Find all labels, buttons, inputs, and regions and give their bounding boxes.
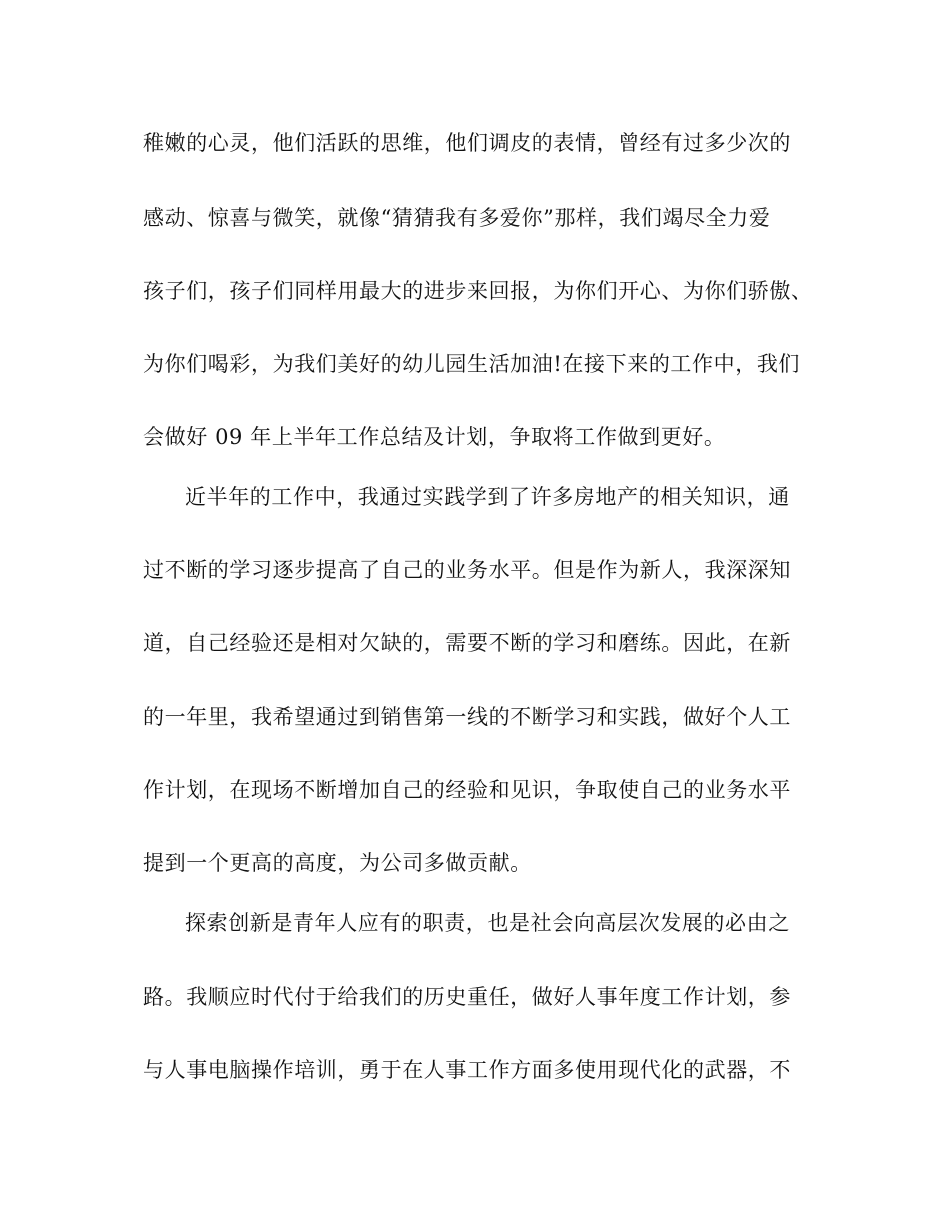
paragraph-line: 过不断的学习逐步提高了自己的业务水平。但是作为新人，我深深知 [143, 558, 791, 582]
paragraph-line: 会做好 09 年上半年工作总结及计划，争取将工作做到更好。 [143, 425, 726, 449]
paragraph-line: 为你们喝彩，为我们美好的幼儿园生活加油!在接下来的工作中，我们 [143, 352, 801, 376]
paragraph-line: 提到一个更高的高度，为公司多做贡献。 [143, 851, 532, 875]
paragraph-line: 与人事电脑操作培训，勇于在人事工作方面多使用现代化的武器，不 [143, 1058, 791, 1082]
paragraph-line: 作计划，在现场不断增加自己的经验和见识，争取使自己的业务水平 [143, 778, 791, 802]
paragraph-line: 稚嫩的心灵，他们活跃的思维，他们调皮的表情，曾经有过多少次的 [143, 131, 791, 155]
paragraph-first-line: 探索创新是青年人应有的职责，也是社会向高层次发展的必由之 [185, 911, 790, 935]
paragraph-line: 感动、惊喜与微笑，就像“猜猜我有多爱你”那样，我们竭尽全力爱 [143, 206, 771, 230]
paragraph-line: 孩子们，孩子们同样用最大的进步来回报，为你们开心、为你们骄傲、 [143, 279, 813, 303]
paragraph-line: 道，自己经验还是相对欠缺的，需要不断的学习和磨练。因此，在新 [143, 631, 791, 655]
paragraph-first-line: 近半年的工作中，我通过实践学到了许多房地产的相关知识，通 [185, 485, 790, 509]
paragraph-line: 路。我顺应时代付于给我们的历史重任，做好人事年度工作计划，参 [143, 985, 791, 1009]
paragraph-line: 的一年里，我希望通过到销售第一线的不断学习和实践，做好个人工 [143, 705, 791, 729]
